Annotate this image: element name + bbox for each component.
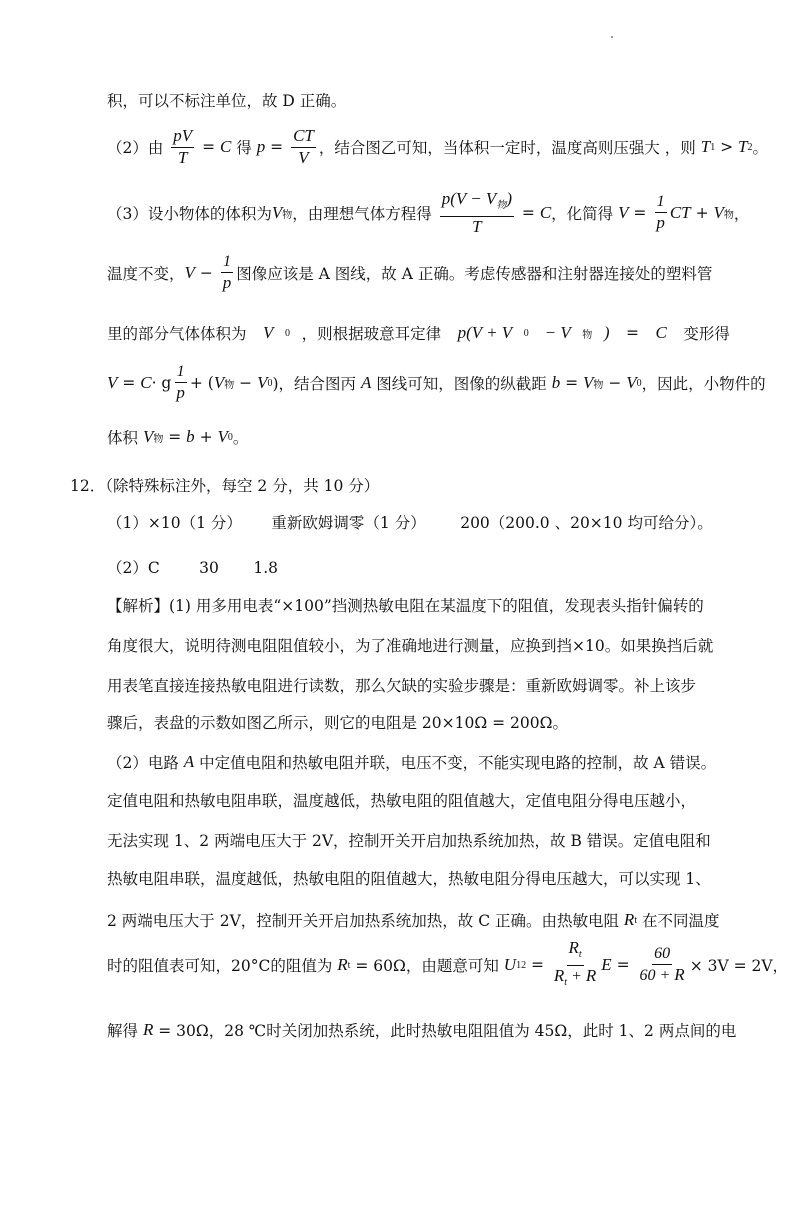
text-run: 60 — [654, 945, 671, 962]
math-symbol: V — [107, 373, 118, 392]
text-run: − — [194, 264, 218, 282]
math-symbol: V — [217, 427, 228, 446]
text-run: 定值电阻和热敏电阻串联，温度越低，热敏电阻的阻值越大，定值电阻分得电压越小， — [107, 792, 697, 810]
text-line — [107, 825, 730, 855]
math-symbol: V — [257, 373, 268, 392]
math-symbol: T — [472, 216, 482, 236]
text-run: − — [234, 374, 258, 392]
text-run: 。 — [752, 139, 769, 157]
math-subscript: t — [564, 976, 568, 988]
text-run: ，化简得 — [551, 205, 619, 223]
text-run: 1 — [656, 193, 665, 210]
text-line — [107, 422, 730, 452]
text-run: 骤后，表盘的示数如图乙所示，则它的电阻是 20×10Ω = 200Ω。 — [107, 714, 568, 732]
fraction-denominator — [654, 213, 667, 234]
math-subscript: 0 — [227, 431, 233, 443]
math-subscript: 0 — [284, 327, 290, 339]
text-run: + — [567, 967, 586, 985]
math-subscript: 12 — [516, 959, 527, 971]
text-run: 得 — [231, 139, 257, 157]
text-run: 时的阻值表可知，20°C的阻值为 — [107, 957, 338, 975]
math-symbol: C — [220, 137, 232, 156]
math-symbol: V — [618, 203, 629, 222]
math-subscript: t — [634, 914, 638, 926]
math-symbol: p(V + V — [457, 323, 513, 342]
fraction-denominator — [552, 966, 598, 993]
text-run: + ( — [189, 374, 214, 392]
text-line — [107, 253, 730, 292]
math-subscript: 物 — [224, 379, 235, 391]
text-run: = — [516, 204, 540, 222]
text-run: ， — [733, 205, 750, 223]
math-symbol: CT — [293, 125, 314, 145]
text-run: （2）电路 — [107, 754, 184, 772]
text-run: （2）C 30 1.8 — [107, 559, 278, 577]
fraction-numerator — [221, 252, 233, 273]
math-fraction — [291, 126, 316, 169]
fraction-denominator — [296, 148, 310, 169]
text-line — [107, 863, 730, 893]
text-line — [107, 747, 730, 777]
text-run: 。 — [232, 429, 249, 447]
math-symbol: p — [222, 273, 232, 292]
text-run: )，结合图丙 — [272, 375, 361, 393]
math-symbol: C — [539, 203, 552, 222]
math-symbol: V — [713, 203, 724, 222]
text-run: = — [611, 956, 635, 974]
math-symbol: R — [674, 965, 685, 984]
text-run: = — [628, 204, 652, 222]
text-line — [107, 552, 730, 582]
math-subscript: 物 — [723, 209, 734, 221]
math-subscript: 物 — [582, 329, 593, 341]
text-run: 用表笔直接连接热敏电阻进行读数，那么欠缺的实验步骤是：重新欧姆调零。补上该步 — [107, 677, 697, 695]
text-line — [107, 905, 730, 935]
text-line — [107, 85, 730, 115]
math-fraction — [174, 362, 187, 404]
text-line — [107, 707, 730, 737]
text-run: 无法实现 1、2 两端电压大于 2V，控制开关开启加热系统加热，故 B 错误。定值电阻和 — [107, 832, 711, 850]
math-symbol: ) — [603, 323, 610, 342]
text-run: ，则根据玻意耳定律 — [301, 325, 446, 343]
text-run: × 3V = 2V， — [689, 957, 789, 975]
text-run: 里的部分气体体积为 — [107, 325, 252, 343]
math-symbol: R — [623, 910, 635, 929]
math-subscript: 物 — [496, 199, 507, 211]
text-run: 图线可知，图像的纵截距 — [371, 375, 552, 393]
text-run: + — [194, 428, 218, 446]
fraction-denominator — [638, 965, 687, 986]
math-symbol: ) — [506, 188, 512, 208]
math-symbol: V — [263, 323, 274, 342]
math-subscript: t — [578, 948, 582, 960]
text-run: 中定值电阻和热敏电阻并联，电压不变，不能实现电路的控制，故 A 错误。 — [194, 754, 717, 772]
math-fraction — [171, 126, 194, 169]
math-symbol: T — [700, 137, 711, 156]
math-symbol: V — [271, 203, 283, 222]
fraction-numerator — [175, 362, 187, 383]
text-run: = 60Ω，由题意可知 — [350, 957, 504, 975]
text-run: = — [117, 374, 141, 392]
text-run: 60 + — [639, 967, 675, 984]
fraction-numerator — [291, 126, 316, 148]
math-symbol: p — [256, 137, 266, 156]
text-run: 变形得 — [678, 325, 730, 343]
math-subscript: t — [347, 959, 351, 971]
math-symbol: p(V − V — [441, 188, 497, 208]
text-run: = 30Ω，28 ℃时关闭加热系统，此时热敏电阻阻值为 45Ω，此时 1、2 两点间的电 — [153, 1022, 737, 1040]
text-run: = — [560, 374, 584, 392]
text-run: 体积 — [107, 429, 143, 447]
math-symbol: R — [337, 955, 348, 974]
text-run: 1 — [223, 253, 231, 270]
text-line — [107, 507, 730, 537]
text-run: = — [197, 138, 221, 156]
fraction-numerator — [440, 189, 514, 217]
math-symbol: CT — [669, 203, 691, 222]
math-symbol: p — [176, 383, 185, 402]
text-line — [107, 670, 730, 700]
text-run: 在不同温度 — [637, 912, 720, 930]
math-symbol: p — [656, 213, 665, 232]
text-run: 12．（除特殊标注外，每空 2 分，共 10 分） — [70, 477, 380, 495]
math-symbol: A — [183, 752, 195, 771]
math-fraction — [654, 192, 667, 234]
text-run: · g — [151, 374, 172, 392]
text-run: 2 两端电压大于 2V，控制开关开启加热系统加热，故 C 正确。由热敏电阻 — [107, 912, 624, 930]
text-run: 温度不变， — [107, 265, 185, 283]
math-symbol: V — [213, 373, 225, 392]
text-line — [107, 125, 769, 167]
text-line — [70, 470, 693, 500]
fraction-denominator — [221, 273, 234, 294]
text-run: = — [526, 956, 549, 974]
fraction-numerator — [567, 938, 584, 966]
text-run: （1）×10（1 分） 重新欧姆调零（1 分） 200（200.0 、20×10 均可给分）。 — [107, 514, 713, 532]
math-subscript: 物 — [153, 433, 164, 445]
text-run: 热敏电阻串联，温度越低，热敏电阻的阻值越大，热敏电阻分得电压越大，可以实现 1、 — [107, 870, 711, 888]
math-symbol: R — [585, 965, 597, 985]
text-run: = — [265, 138, 289, 156]
text-line — [107, 188, 750, 236]
math-symbol: − V — [540, 323, 571, 342]
math-symbol: U — [503, 955, 517, 974]
text-line — [107, 363, 766, 402]
text-line — [107, 937, 789, 988]
math-fraction — [440, 189, 514, 238]
text-line — [107, 1015, 737, 1045]
text-run: ，结合图乙可知，当体积一定时，温度高则压强大 ，则 — [318, 139, 701, 157]
math-symbol: V — [142, 427, 154, 446]
text-run: （3）设小物体的体积为 — [107, 205, 272, 223]
fraction-denominator — [176, 148, 189, 169]
math-symbol: T — [178, 147, 188, 167]
text-run: = — [163, 428, 187, 446]
math-symbol: E — [601, 955, 612, 974]
text-run: + — [690, 204, 714, 222]
fraction-numerator — [652, 944, 672, 965]
text-run: − — [603, 374, 627, 392]
math-subscript: 2 — [747, 141, 753, 153]
text-line — [107, 318, 730, 348]
math-symbol: b — [186, 427, 195, 446]
math-symbol: V — [626, 373, 637, 392]
text-run: 【解析】(1) 用多用电表“×100”挡测热敏电阻在某温度下的阻值，发现表头指针偏转的 — [107, 597, 704, 615]
text-line — [107, 630, 730, 660]
text-run: 图像应该是 A 图线，故 A 正确。考虑传感器和注射器连接处的塑料管 — [236, 265, 713, 283]
text-line — [107, 785, 730, 815]
math-subscript: 物 — [593, 379, 604, 391]
text-run: 1 — [176, 363, 185, 380]
math-subscript: 1 — [710, 141, 716, 153]
math-fraction — [552, 938, 598, 993]
text-line — [107, 590, 730, 620]
fraction-numerator — [655, 192, 667, 213]
math-symbol: V — [583, 373, 594, 392]
math-subscript: 物 — [282, 209, 293, 221]
text-run: > — [715, 138, 739, 156]
fraction-numerator — [171, 126, 194, 148]
math-symbol: T — [738, 137, 748, 156]
text-run: ，由理想气体方程得 — [292, 205, 437, 223]
text-run: （2）由 — [107, 139, 169, 157]
text-run: ，因此，小物件的 — [641, 375, 766, 393]
math-subscript: 0 — [523, 327, 529, 339]
math-fraction — [638, 944, 687, 986]
text-run: = — [621, 324, 644, 342]
fraction-denominator — [174, 383, 187, 404]
math-symbol: C — [140, 373, 152, 392]
math-fraction — [221, 252, 234, 294]
math-symbol: V — [184, 263, 195, 282]
math-symbol: R — [553, 965, 565, 985]
text-run: 角度很大，说明待测电阻阻值较小，为了准确地进行测量，应换到挡×10。如果换挡后就 — [107, 637, 714, 655]
math-symbol: R — [568, 937, 579, 957]
math-symbol: A — [360, 373, 372, 392]
fraction-denominator — [470, 217, 483, 238]
math-symbol: pV — [173, 125, 193, 145]
page-corner-mark — [611, 36, 613, 38]
text-run: 积，可以不标注单位，故 D 正确。 — [107, 92, 347, 110]
math-subscript: 0 — [267, 377, 273, 389]
text-run: 解得 — [107, 1022, 143, 1040]
math-symbol: V — [298, 147, 309, 167]
math-symbol: R — [142, 1020, 154, 1039]
math-subscript: 0 — [636, 377, 642, 389]
math-symbol: b — [551, 373, 561, 392]
math-symbol: C — [655, 323, 667, 342]
